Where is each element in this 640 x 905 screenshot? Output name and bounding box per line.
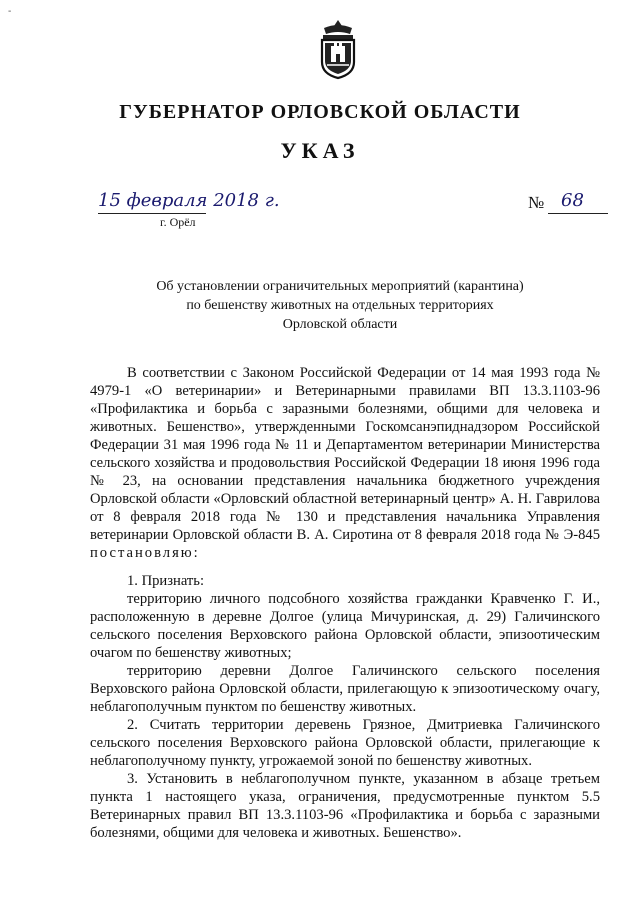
subject-line: по бешенству животных на отдельных территориях — [186, 298, 494, 313]
item-1-paragraph-a: территорию личного подсобного хозяйства гражданки Кравченко Г. И., расположенную в деревне Долгое (улица Мичуринская, д. 29) Галичинского сельского поселения Верховского района Орловской области, эпизоотическим очагом по бешенству животных; — [90, 591, 600, 661]
handwritten-number: 68 — [561, 190, 584, 211]
item-1-heading: 1. Признать: — [127, 573, 205, 589]
preamble-text: В соответствии с Законом Российской Федерации от 14 мая 1993 года № 4979-1 «О ветеринарии» и Ветеринарными правилами ВП 13.3.1103-96 «Профилактика и борьба с заразными болезнями, общими для человека и животных. Бешенство», утвержденными Госкомсанэпиднадзором Российской Федерации 31 мая 1996 года № 11 и Департаментом ветеринарии Министерства сельского хозяйства и продовольствия Российской Федерации 18 июня 1996 года № 23, на основании представления начальника бюджетного учреждения Орловской области «Орловский областной ветеринарный центр» А. Н. Гаврилова от 8 февраля 2018 года № 130 и представления начальника Управления ветеринарии Орловской области В. А. Сиротина от 8 февраля 2018 года № Э-845 — [90, 365, 600, 543]
decree-word: постановляю: — [90, 545, 200, 561]
decree-subject — [120, 277, 560, 334]
decree-items — [90, 572, 600, 842]
item-1-paragraph-b: территорию деревни Долгое Галичинского сельского поселения Верховского района Орловской области, прилегающую к эпизоотическому очагу, неблагополучным пунктом по бешенству животных. — [90, 663, 600, 715]
page-marker: - — [8, 6, 12, 17]
preamble — [90, 364, 600, 562]
number-underline — [548, 213, 608, 214]
item-2: 2. Считать территории деревень Грязное, Дмитриевка Галичинского сельского поселения Верховского района Орловской области, прилегающие к неблагополучному пункту, угрожаемой зоной по бешенству животных. — [90, 717, 600, 769]
handwritten-date: 15 февраля 2018 г. — [98, 190, 280, 211]
number-label: № — [528, 193, 545, 212]
date-underline — [98, 213, 206, 214]
document-type: УКАЗ — [280, 138, 360, 163]
subject-line: Орловской области — [282, 317, 398, 332]
issuer-title: ГУБЕРНАТОР ОРЛОВСКОЙ ОБЛАСТИ — [119, 101, 521, 123]
coat-of-arms-icon — [314, 18, 362, 80]
subject-line: Об установлении ограничительных мероприятий (карантина) — [156, 279, 524, 294]
city: г. Орёл — [160, 215, 196, 229]
item-3: 3. Установить в неблагополучном пункте, указанном в абзаце третьем пункта 1 настоящего указа, ограничения, предусмотренные пунктом 5.5 Ветеринарных правил ВП 13.3.1103-96 «Профилактика и борьба с заразными болезнями, общими для человека и животных. Бешенство». — [90, 771, 600, 841]
preamble-paragraph — [90, 364, 600, 562]
